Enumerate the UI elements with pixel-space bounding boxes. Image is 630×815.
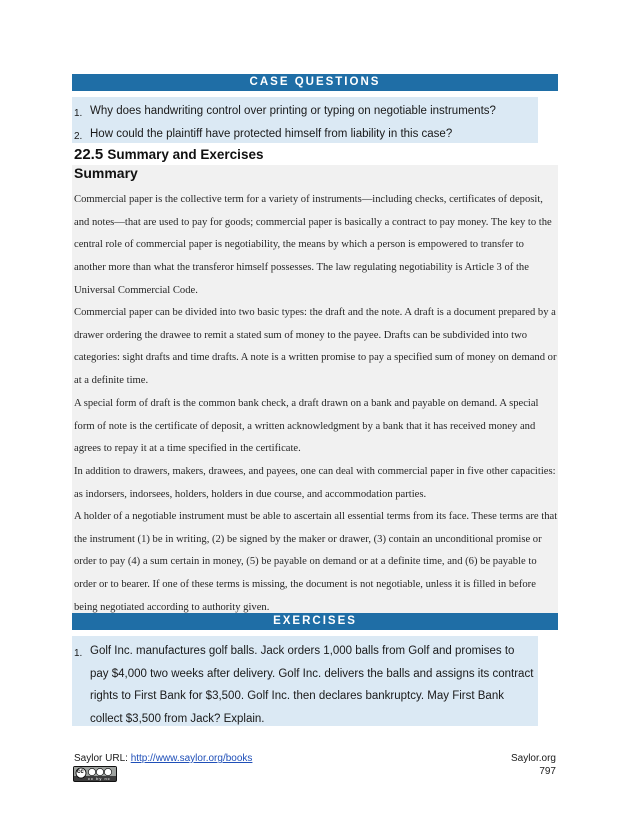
footer-site: Saylor.org	[510, 753, 556, 764]
section-number: 22.5	[74, 146, 104, 163]
exercise-1: Golf Inc. manufactures golf balls. Jack orders 1,000 balls from Golf and promises to pay $4,000 two weeks after delivery. Golf Inc. delivers the balls and assigns its contract rights to First Bank for $3,500. Golf Inc. then declares bankruptcy. May First Bank collect $3,500 from Jack? Explain.	[90, 645, 534, 725]
cc-license-badge	[73, 766, 117, 786]
cc-badge-caption: cc by nc sa	[88, 775, 111, 786]
summary-paragraph: Commercial paper can be divided into two basic types: the draft and the note. A draft is a document prepared by a drawer ordering the drawee to remit a stated sum of money to the payee. Drafts can be subdivided into two categories: sight drafts and time drafts. A note is a written promise to pay a specified sum of money on demand or at a definite time.	[74, 307, 557, 387]
summary-paragraph: A holder of a negotiable instrument must be able to ascertain all essential terms from its face. These terms are that the instrument (1) be in writing, (2) be signed by the maker or drawer, (3) contain an unconditional promise or order to pay (4) a sum certain in money, (5) be payable on demand or at a definite time, and (6) be payable to order or to bearer. If one of these terms is missing, the document is not negotiable, unless it is filled in before being negotiated according to authority given.	[74, 511, 558, 613]
summary-paragraph: A special form of draft is the common bank check, a draft drawn on a bank and payable on demand. A special form of note is the certificate of deposit, a written acknowledgment by a bank that it has received money and agrees to repay it at a time specified in the certificate.	[74, 398, 539, 455]
footer-url-line	[74, 753, 252, 764]
section-title: Summary and Exercises	[107, 147, 264, 162]
exercises-banner: EXERCISES	[72, 613, 558, 630]
question-number: 2.	[74, 131, 83, 142]
question-number: 1.	[74, 108, 83, 119]
case-question-2: How could the plaintiff have protected himself from liability in this case?	[90, 128, 453, 140]
page-number: 797	[539, 766, 556, 777]
cc-badge-mark: cc	[77, 769, 84, 775]
summary-paragraph: In addition to drawers, makers, drawees, and payees, one can deal with commercial paper in five other capacities: as indorsers, indorsees, holders, holders in due course, and accommodation parties.	[74, 466, 556, 500]
case-question-1: Why does handwriting control over printing or typing on negotiable instruments?	[90, 105, 496, 117]
exercise-number: 1.	[74, 648, 83, 659]
saylor-books-link[interactable]: http://www.saylor.org/books	[130, 753, 253, 764]
section-heading	[74, 146, 263, 163]
footer-url-label: Saylor URL:	[74, 753, 131, 764]
summary-subtitle: Summary	[74, 165, 138, 181]
case-questions-banner: CASE QUESTIONS	[72, 74, 558, 91]
summary-paragraph: Commercial paper is the collective term for a variety of instruments—including checks, certificates of deposit, and notes—that are used to pay for goods; commercial paper is basically a contract to pay money. The key to the central role of commercial paper is negotiability, the means by which a person is empowered to transfer to another more than what the transferor himself possesses. The law regulating negotiability is Article 3 of the Universal Commercial Code.	[74, 194, 552, 296]
